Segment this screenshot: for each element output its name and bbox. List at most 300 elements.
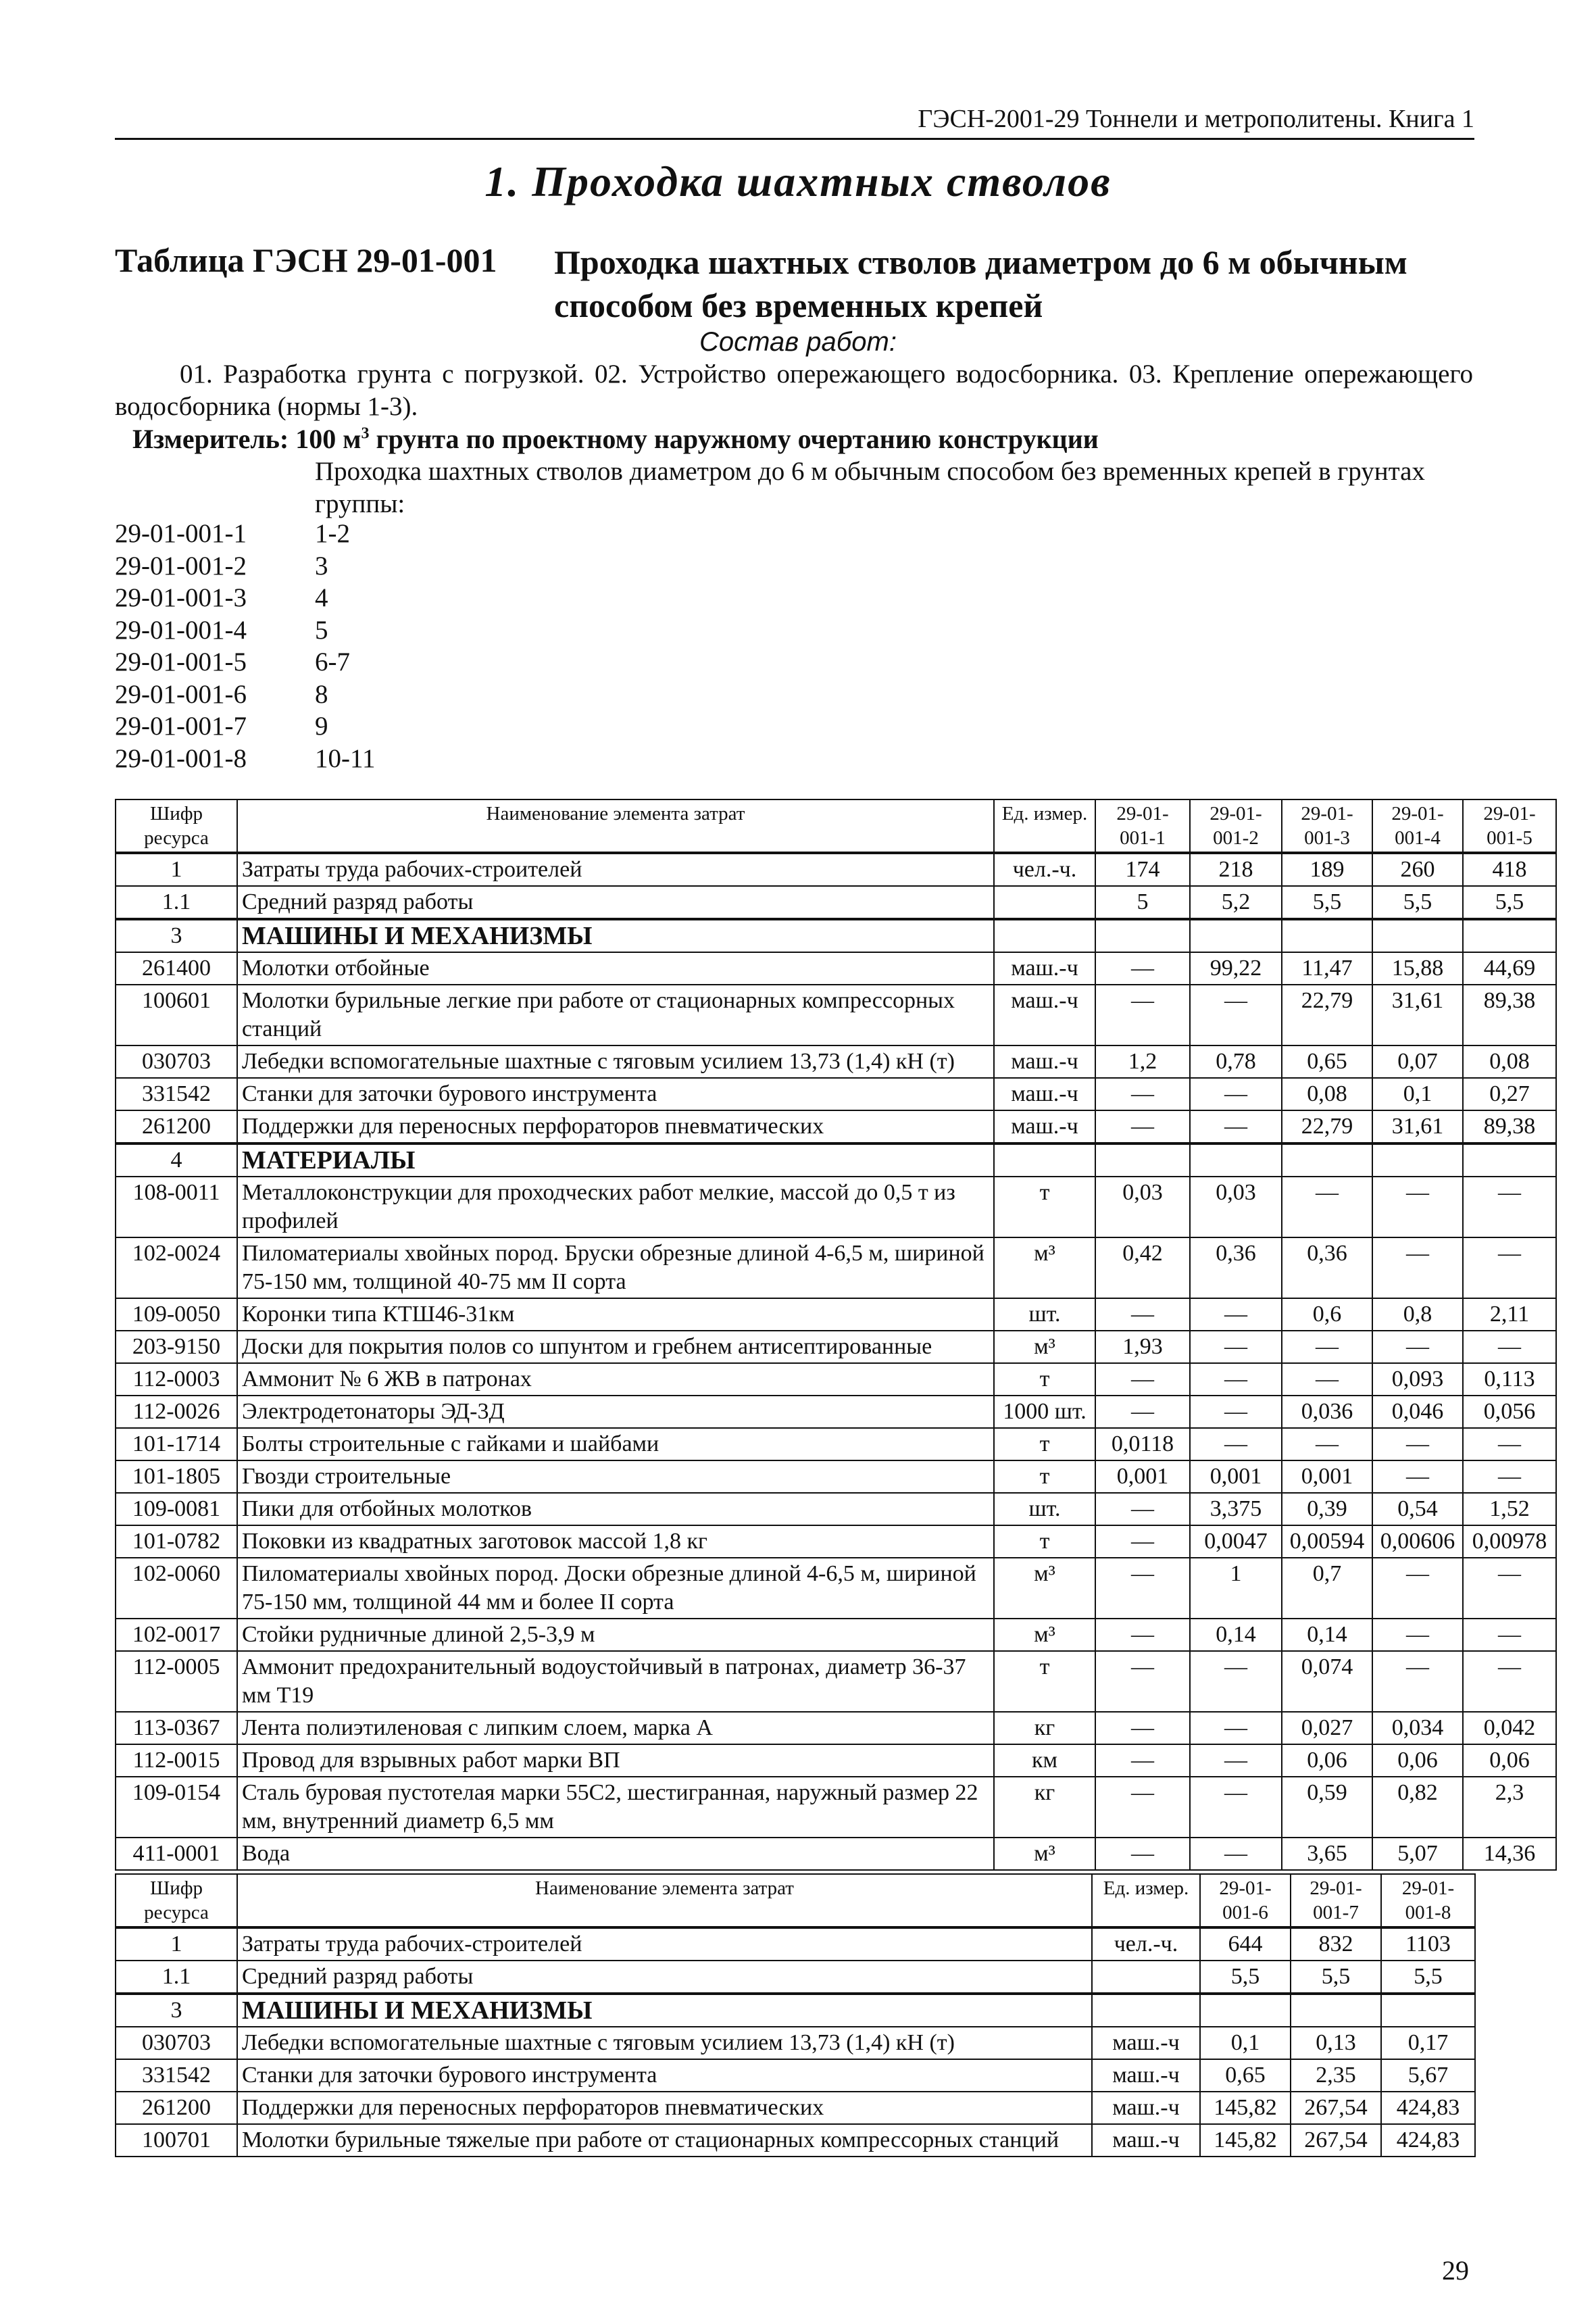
cell-norm-value: — [1190, 1396, 1282, 1428]
cell-unit: км [994, 1744, 1095, 1777]
cell-norm-value: 0,00978 [1463, 1525, 1556, 1558]
cell-norm-value: — [1282, 1177, 1372, 1237]
cell-norm-value: — [1190, 1110, 1282, 1143]
cell-norm-value: 0,07 [1372, 1045, 1463, 1078]
cell-resource-code: 1 [116, 1927, 237, 1961]
norm-code-list [115, 518, 376, 774]
table-row [116, 1298, 1556, 1331]
cell-norm-value: — [1463, 1619, 1556, 1651]
cell-norm-value: 0,17 [1381, 2027, 1475, 2059]
cell-norm-value: 99,22 [1190, 952, 1282, 985]
section-title: 1. Проходка шахтных стволов [484, 157, 1112, 205]
cell-unit: маш.-ч [1092, 2124, 1200, 2157]
cell-norm-value: 5,5 [1282, 886, 1372, 919]
cell-unit: чел.-ч. [994, 853, 1095, 886]
cell-cost-element-name: МАТЕРИАЛЫ [237, 1143, 994, 1177]
cell-norm-value: — [1095, 1396, 1190, 1428]
cell-norm-value: 5,2 [1190, 886, 1282, 919]
cell-norm-value: 0,093 [1372, 1363, 1463, 1396]
cell-norm-value: — [1190, 1838, 1282, 1870]
cell-cost-element-name: Электродетонаторы ЭД-3Д [237, 1396, 994, 1428]
cell-norm-value [1190, 919, 1282, 952]
cell-norm-value: 0,03 [1095, 1177, 1190, 1237]
cell-norm-value: — [1282, 1428, 1372, 1460]
cell-norm-value: 22,79 [1282, 1110, 1372, 1143]
cell-norm-value: — [1095, 1298, 1190, 1331]
cell-norm-value [1282, 1143, 1372, 1177]
soil-group: 10-11 [315, 743, 376, 773]
header-unit: Ед. измер. [994, 799, 1095, 853]
soil-group: 1-2 [315, 519, 350, 548]
cell-cost-element-name: Вода [237, 1838, 994, 1870]
cell-norm-value: 1103 [1381, 1927, 1475, 1961]
cell-norm-value: — [1282, 1331, 1372, 1363]
cell-unit: 1000 шт. [994, 1396, 1095, 1428]
cell-norm-value: 424,83 [1381, 2124, 1475, 2157]
cell-resource-code: 261200 [116, 1110, 237, 1143]
code-list-item [115, 710, 376, 743]
table-group-row [116, 1994, 1475, 2027]
soil-group: 8 [315, 679, 328, 709]
cell-norm-value: 0,06 [1463, 1744, 1556, 1777]
cell-norm-value: 0,65 [1200, 2059, 1291, 2092]
table-row [116, 853, 1556, 886]
cell-norm-value: — [1190, 1363, 1282, 1396]
cell-norm-value: 0,1 [1372, 1078, 1463, 1110]
header-norm-column: 29-01-001-5 [1463, 799, 1556, 853]
cell-cost-element-name: Стойки рудничные длиной 2,5-3,9 м [237, 1619, 994, 1651]
cell-unit: т [994, 1177, 1095, 1237]
cell-resource-code: 109-0050 [116, 1298, 237, 1331]
work-composition-text: 01. Разработка грунта с погрузкой. 02. Устройство опережающего водосборника. 03. Крепление опережающего водосборника (нормы 1-3). [115, 360, 1473, 421]
header-norm-column: 29-01-001-6 [1200, 1874, 1291, 1927]
cell-unit: маш.-ч [994, 1078, 1095, 1110]
cell-norm-value: 0,00594 [1282, 1525, 1372, 1558]
header-unit: Ед. измер. [1092, 1874, 1200, 1927]
norm-code: 29-01-001-6 [115, 679, 247, 709]
cell-norm-value: 0,8 [1372, 1298, 1463, 1331]
cell-norm-value: 0,6 [1282, 1298, 1372, 1331]
cell-norm-value: — [1463, 1558, 1556, 1619]
table-header-row [116, 1874, 1475, 1927]
cell-resource-code: 1.1 [116, 886, 237, 919]
cell-norm-value: 644 [1200, 1927, 1291, 1961]
cell-norm-value [1291, 1994, 1381, 2027]
cell-resource-code: 203-9150 [116, 1331, 237, 1363]
header-norm-column: 29-01-001-3 [1282, 799, 1372, 853]
table-title: Проходка шахтных стволов диаметром до 6 м обычным способом без временных крепей [554, 243, 1407, 324]
cell-cost-element-name: Станки для заточки бурового инструмента [237, 2059, 1092, 2092]
cell-norm-value: 31,61 [1372, 1110, 1463, 1143]
cell-cost-element-name: Пики для отбойных молотков [237, 1493, 994, 1525]
measure-suffix: грунта по проектному наружному очертанию конструкции [369, 424, 1099, 454]
cell-resource-code: 261400 [116, 952, 237, 985]
cell-unit: т [994, 1428, 1095, 1460]
table-row [116, 1651, 1556, 1712]
table-label: Таблица ГЭСН 29-01-001 [115, 241, 497, 279]
cell-norm-value: — [1190, 985, 1282, 1045]
cell-norm-value: — [1463, 1428, 1556, 1460]
cell-norm-value: 89,38 [1463, 985, 1556, 1045]
table-row [116, 1712, 1556, 1744]
cell-resource-code: 101-1805 [116, 1460, 237, 1493]
cell-norm-value: — [1372, 1237, 1463, 1298]
cell-norm-value: — [1095, 1619, 1190, 1651]
header-cost-element-name: Наименование элемента затрат [237, 1874, 1092, 1927]
cell-norm-value: — [1095, 952, 1190, 985]
cell-norm-value [1381, 1994, 1475, 2027]
cell-unit: маш.-ч [994, 1045, 1095, 1078]
norm-code: 29-01-001-8 [115, 743, 247, 773]
cell-cost-element-name: Болты строительные с гайками и шайбами [237, 1428, 994, 1460]
cell-norm-value: — [1095, 1558, 1190, 1619]
cell-unit: т [994, 1651, 1095, 1712]
soil-group: 9 [315, 712, 328, 741]
cell-norm-value: 418 [1463, 853, 1556, 886]
cell-norm-value: — [1372, 1428, 1463, 1460]
running-header-text: ГЭСН-2001-29 Тоннели и метрополитены. Книга 1 [918, 105, 1474, 133]
cell-norm-value: 0,27 [1463, 1078, 1556, 1110]
cell-cost-element-name: Средний разряд работы [237, 1961, 1092, 1994]
cell-resource-code: 108-0011 [116, 1177, 237, 1237]
cell-norm-value: 5,07 [1372, 1838, 1463, 1870]
cell-norm-value: 0,001 [1190, 1460, 1282, 1493]
cell-norm-value: 0,001 [1282, 1460, 1372, 1493]
cell-norm-value: 0,08 [1463, 1045, 1556, 1078]
cell-resource-code: 4 [116, 1143, 237, 1177]
cell-norm-value: 145,82 [1200, 2092, 1291, 2124]
cell-unit: м³ [994, 1558, 1095, 1619]
header-cost-element-name: Наименование элемента затрат [237, 799, 994, 853]
cell-norm-value: 1,2 [1095, 1045, 1190, 1078]
cell-norm-value: 44,69 [1463, 952, 1556, 985]
cell-resource-code: 102-0017 [116, 1619, 237, 1651]
cell-norm-value: 5,5 [1381, 1961, 1475, 1994]
cell-unit [994, 886, 1095, 919]
cell-norm-value: 11,47 [1282, 952, 1372, 985]
cell-norm-value: 31,61 [1372, 985, 1463, 1045]
cell-cost-element-name: Пиломатериалы хвойных пород. Доски обрезные длиной 4-6,5 м, шириной 75-150 мм, толщиной 44 мм и более II сорта [237, 1558, 994, 1619]
cell-cost-element-name: Лебедки вспомогательные шахтные с тяговым усилием 13,73 (1,4) кН (т) [237, 2027, 1092, 2059]
cell-norm-value [1372, 919, 1463, 952]
table-row [116, 1363, 1556, 1396]
cell-cost-element-name: Поковки из квадратных заготовок массой 1,8 кг [237, 1525, 994, 1558]
cell-cost-element-name: Провод для взрывных работ марки ВП [237, 1744, 994, 1777]
header-norm-column: 29-01-001-2 [1190, 799, 1282, 853]
cell-norm-value: 0,14 [1190, 1619, 1282, 1651]
table-row [116, 1078, 1556, 1110]
code-list-item [115, 743, 376, 775]
cell-norm-value: 2,35 [1291, 2059, 1381, 2092]
cell-norm-value: — [1190, 1298, 1282, 1331]
cell-resource-code: 030703 [116, 2027, 237, 2059]
cell-norm-value: 5,67 [1381, 2059, 1475, 2092]
table-group-row [116, 1143, 1556, 1177]
cell-norm-value: 174 [1095, 853, 1190, 886]
cell-norm-value: 0,00606 [1372, 1525, 1463, 1558]
cell-norm-value: 22,79 [1282, 985, 1372, 1045]
cell-unit: маш.-ч [1092, 2027, 1200, 2059]
cell-norm-value: — [1463, 1651, 1556, 1712]
cell-norm-value: 0,001 [1095, 1460, 1190, 1493]
cell-norm-value: 0,036 [1282, 1396, 1372, 1428]
soil-group: 6-7 [315, 647, 350, 676]
cell-norm-value: 0,034 [1372, 1712, 1463, 1744]
cell-norm-value: 5,5 [1463, 886, 1556, 919]
cell-resource-code: 3 [116, 1994, 237, 2027]
cell-norm-value: 260 [1372, 853, 1463, 886]
codes-intro: Проходка шахтных стволов диаметром до 6 м обычным способом без временных крепей в грунтах группы: [315, 457, 1425, 518]
cell-norm-value: — [1372, 1331, 1463, 1363]
cell-resource-code: 112-0015 [116, 1744, 237, 1777]
cell-norm-value [1200, 1994, 1291, 2027]
table-row [116, 1396, 1556, 1428]
cell-norm-value [1095, 919, 1190, 952]
cell-norm-value: 1,93 [1095, 1331, 1190, 1363]
cell-norm-value: — [1372, 1460, 1463, 1493]
table-row [116, 1110, 1556, 1143]
cell-resource-code: 101-1714 [116, 1428, 237, 1460]
cell-cost-element-name: Затраты труда рабочих-строителей [237, 853, 994, 886]
cell-resource-code: 1 [116, 853, 237, 886]
cell-unit: маш.-ч [994, 952, 1095, 985]
cell-norm-value [1463, 919, 1556, 952]
measure-prefix: Измеритель: 100 м [132, 424, 361, 454]
cell-norm-value [1372, 1143, 1463, 1177]
cell-unit: т [994, 1363, 1095, 1396]
cell-norm-value: — [1190, 1651, 1282, 1712]
table-row [116, 1619, 1556, 1651]
cell-cost-element-name: МАШИНЫ И МЕХАНИЗМЫ [237, 1994, 1092, 2027]
cell-norm-value: — [1372, 1619, 1463, 1651]
table-row [116, 1777, 1556, 1838]
cell-cost-element-name: Коронки типа КТШ46-31км [237, 1298, 994, 1331]
cell-cost-element-name: Поддержки для переносных перфораторов пневматических [237, 1110, 994, 1143]
cell-norm-value: 2,3 [1463, 1777, 1556, 1838]
cell-norm-value: 832 [1291, 1927, 1381, 1961]
table-row [116, 1927, 1475, 1961]
cell-norm-value: 14,36 [1463, 1838, 1556, 1870]
cell-norm-value: 0,1 [1200, 2027, 1291, 2059]
cell-norm-value: 0,39 [1282, 1493, 1372, 1525]
cell-norm-value: — [1463, 1177, 1556, 1237]
cell-cost-element-name: Молотки отбойные [237, 952, 994, 985]
cell-resource-code: 261200 [116, 2092, 237, 2124]
table-row [116, 1961, 1475, 1994]
cell-cost-element-name: Лента полиэтиленовая с липким слоем, марка А [237, 1712, 994, 1744]
page-number: 29 [1442, 2255, 1469, 2286]
cell-norm-value: — [1095, 1493, 1190, 1525]
norm-code: 29-01-001-1 [115, 519, 247, 548]
cell-resource-code: 102-0024 [116, 1237, 237, 1298]
cell-norm-value [1190, 1143, 1282, 1177]
cell-norm-value: — [1190, 1331, 1282, 1363]
cell-norm-value: — [1095, 1744, 1190, 1777]
cell-cost-element-name: Молотки бурильные легкие при работе от стационарных компрессорных станций [237, 985, 994, 1045]
cell-resource-code: 100701 [116, 2124, 237, 2157]
table-header-row [116, 799, 1556, 853]
cell-norm-value: 5,5 [1372, 886, 1463, 919]
cell-norm-value: 267,54 [1291, 2092, 1381, 2124]
cell-unit: м³ [994, 1619, 1095, 1651]
table-row [116, 985, 1556, 1045]
cell-norm-value: 89,38 [1463, 1110, 1556, 1143]
cell-norm-value [1282, 919, 1372, 952]
code-list-item [115, 679, 376, 711]
cell-norm-value: 5 [1095, 886, 1190, 919]
cell-cost-element-name: МАШИНЫ И МЕХАНИЗМЫ [237, 919, 994, 952]
cell-norm-value: 0,074 [1282, 1651, 1372, 1712]
cell-norm-value: — [1095, 985, 1190, 1045]
cell-resource-code: 112-0026 [116, 1396, 237, 1428]
cell-norm-value: — [1095, 1712, 1190, 1744]
cell-norm-value: 3,375 [1190, 1493, 1282, 1525]
cell-resource-code: 101-0782 [116, 1525, 237, 1558]
cell-norm-value: 0,14 [1282, 1619, 1372, 1651]
cell-norm-value: — [1190, 1777, 1282, 1838]
cell-norm-value: 0,046 [1372, 1396, 1463, 1428]
table-row [116, 2092, 1475, 2124]
cell-resource-code: 1.1 [116, 1961, 237, 1994]
cell-norm-value: 0,06 [1372, 1744, 1463, 1777]
soil-group: 5 [315, 615, 328, 645]
table-row [116, 1331, 1556, 1363]
cell-norm-value: 0,78 [1190, 1045, 1282, 1078]
measure-unit-line [132, 423, 1477, 455]
table-row [116, 1177, 1556, 1237]
cell-resource-code: 102-0060 [116, 1558, 237, 1619]
header-resource-code: Шифр ресурса [116, 1874, 237, 1927]
cell-norm-value: — [1190, 1744, 1282, 1777]
cell-cost-element-name: Молотки бурильные тяжелые при работе от стационарных компрессорных станций [237, 2124, 1092, 2157]
cell-norm-value [1463, 1143, 1556, 1177]
work-composition-heading: Состав работ: [699, 327, 897, 357]
cell-norm-value: 0,03 [1190, 1177, 1282, 1237]
cell-unit: маш.-ч [994, 985, 1095, 1045]
table-row [116, 2059, 1475, 2092]
cell-unit: кг [994, 1712, 1095, 1744]
cell-resource-code: 109-0154 [116, 1777, 237, 1838]
cell-unit: т [994, 1525, 1095, 1558]
cell-cost-element-name: Средний разряд работы [237, 886, 994, 919]
cell-resource-code: 112-0005 [116, 1651, 237, 1712]
norm-code: 29-01-001-2 [115, 551, 247, 581]
norm-code: 29-01-001-5 [115, 647, 247, 676]
measure-superscript: 3 [361, 424, 370, 443]
header-norm-column: 29-01-001-7 [1291, 1874, 1381, 1927]
header-norm-column: 29-01-001-1 [1095, 799, 1190, 853]
table-row [116, 1493, 1556, 1525]
cell-norm-value: 0,06 [1282, 1744, 1372, 1777]
code-list-item [115, 646, 376, 679]
cell-norm-value [1095, 1143, 1190, 1177]
cell-cost-element-name: Станки для заточки бурового инструмента [237, 1078, 994, 1110]
cell-norm-value: 0,056 [1463, 1396, 1556, 1428]
cell-norm-value: — [1095, 1525, 1190, 1558]
resource-table-1 [115, 799, 1557, 1871]
table-group-row [116, 919, 1556, 952]
cell-norm-value: — [1095, 1363, 1190, 1396]
cell-norm-value: 15,88 [1372, 952, 1463, 985]
cell-norm-value: — [1095, 1110, 1190, 1143]
table-row [116, 2124, 1475, 2157]
norm-code: 29-01-001-4 [115, 615, 247, 645]
cell-cost-element-name: Аммонит предохранительный водоустойчивый в патронах, диаметр 36-37 мм Т19 [237, 1651, 994, 1712]
cell-norm-value: 1 [1190, 1558, 1282, 1619]
cell-resource-code: 112-0003 [116, 1363, 237, 1396]
cell-unit [994, 1143, 1095, 1177]
cell-unit: кг [994, 1777, 1095, 1838]
cell-norm-value: — [1190, 1712, 1282, 1744]
cell-unit: т [994, 1460, 1095, 1493]
cell-unit [1092, 1961, 1200, 1994]
cell-norm-value: 0,54 [1372, 1493, 1463, 1525]
cell-norm-value: 5,5 [1291, 1961, 1381, 1994]
cell-cost-element-name: Доски для покрытия полов со шпунтом и гребнем антисептированные [237, 1331, 994, 1363]
cell-norm-value: 0,0047 [1190, 1525, 1282, 1558]
cell-norm-value: 0,027 [1282, 1712, 1372, 1744]
cell-norm-value: — [1372, 1651, 1463, 1712]
cell-norm-value: — [1372, 1558, 1463, 1619]
cell-unit: м³ [994, 1237, 1095, 1298]
cell-norm-value: — [1095, 1078, 1190, 1110]
table-row [116, 1045, 1556, 1078]
cell-norm-value: — [1190, 1428, 1282, 1460]
cell-norm-value: 218 [1190, 853, 1282, 886]
cell-norm-value: 424,83 [1381, 2092, 1475, 2124]
table-row [116, 886, 1556, 919]
cell-unit: м³ [994, 1838, 1095, 1870]
cell-norm-value: 1,52 [1463, 1493, 1556, 1525]
norm-code: 29-01-001-3 [115, 583, 247, 612]
code-list-item [115, 550, 376, 583]
cell-cost-element-name: Лебедки вспомогательные шахтные с тяговым усилием 13,73 (1,4) кН (т) [237, 1045, 994, 1078]
cell-norm-value: 2,11 [1463, 1298, 1556, 1331]
cell-resource-code: 109-0081 [116, 1493, 237, 1525]
cell-norm-value: 189 [1282, 853, 1372, 886]
cell-cost-element-name: Пиломатериалы хвойных пород. Бруски обрезные длиной 4-6,5 м, шириной 75-150 мм, толщиной 40-75 мм II сорта [237, 1237, 994, 1298]
cell-unit: маш.-ч [1092, 2059, 1200, 2092]
cell-norm-value: — [1463, 1237, 1556, 1298]
cell-norm-value: 0,7 [1282, 1558, 1372, 1619]
code-list-item [115, 582, 376, 614]
table-row [116, 952, 1556, 985]
cell-cost-element-name: Поддержки для переносных перфораторов пневматических [237, 2092, 1092, 2124]
running-header [115, 95, 1474, 140]
cell-norm-value: 0,08 [1282, 1078, 1372, 1110]
cell-norm-value: — [1095, 1838, 1190, 1870]
header-resource-code: Шифр ресурса [116, 799, 237, 853]
cell-norm-value: 3,65 [1282, 1838, 1372, 1870]
code-list-item [115, 614, 376, 647]
cell-cost-element-name: Аммонит № 6 ЖВ в патронах [237, 1363, 994, 1396]
cell-norm-value: — [1463, 1460, 1556, 1493]
cell-norm-value: 0,59 [1282, 1777, 1372, 1838]
cell-cost-element-name: Затраты труда рабочих-строителей [237, 1927, 1092, 1961]
cell-norm-value: 267,54 [1291, 2124, 1381, 2157]
header-norm-column: 29-01-001-8 [1381, 1874, 1475, 1927]
cell-norm-value: — [1463, 1331, 1556, 1363]
cell-unit: маш.-ч [1092, 2092, 1200, 2124]
cell-norm-value: 0,042 [1463, 1712, 1556, 1744]
cell-norm-value: 0,13 [1291, 2027, 1381, 2059]
cell-resource-code: 030703 [116, 1045, 237, 1078]
soil-group: 4 [315, 583, 328, 612]
cell-resource-code: 331542 [116, 2059, 237, 2092]
cell-unit: шт. [994, 1493, 1095, 1525]
cell-cost-element-name: Сталь буровая пустотелая марки 55С2, шестигранная, наружный размер 22 мм, внутренний диаметр 6,5 мм [237, 1777, 994, 1838]
cell-resource-code: 3 [116, 919, 237, 952]
